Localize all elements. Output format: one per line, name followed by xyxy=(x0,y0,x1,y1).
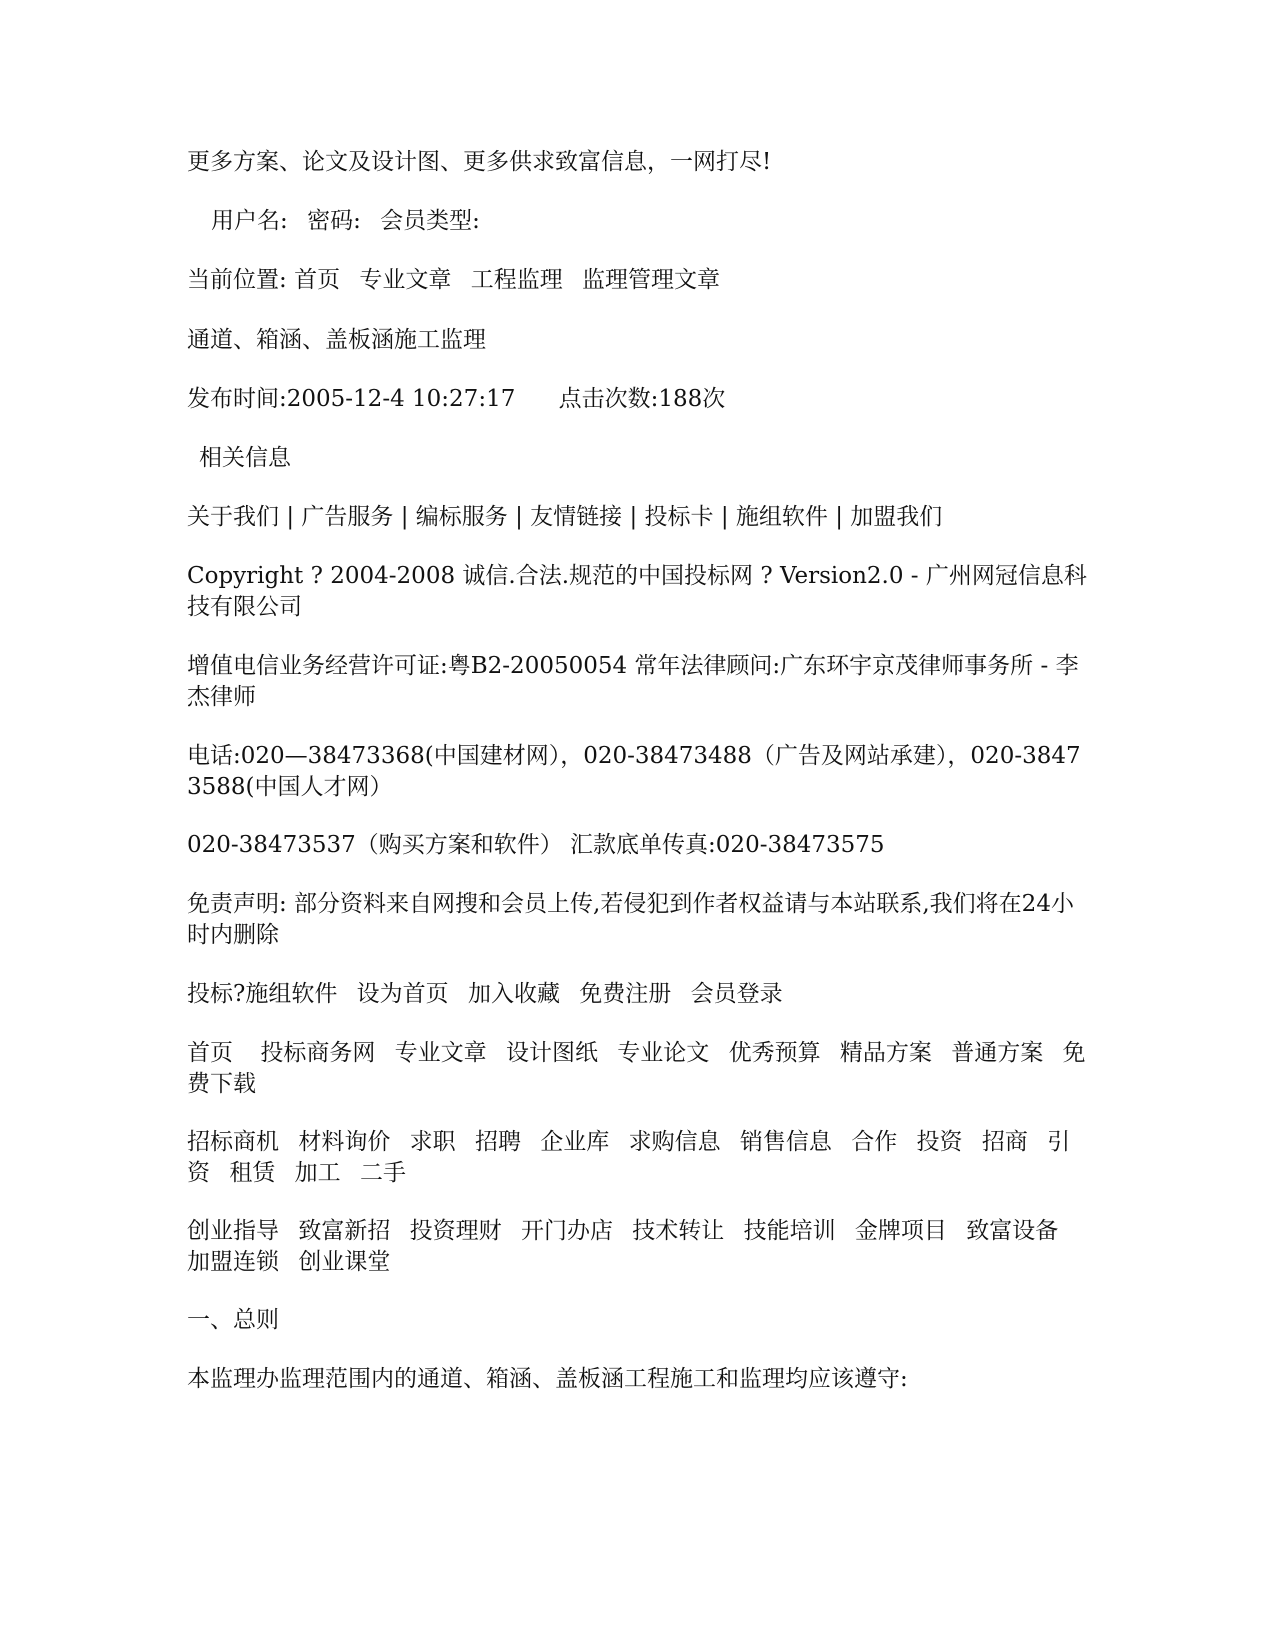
nav-link-gold-projects[interactable]: 金牌项目 xyxy=(854,1218,947,1244)
footer-separator: | xyxy=(286,504,295,530)
nav-link-budgets[interactable]: 优秀预算 xyxy=(728,1040,821,1066)
breadcrumb-item-management[interactable]: 监理管理文章 xyxy=(582,267,720,293)
nav-link-premium-plans[interactable]: 精品方案 xyxy=(839,1040,932,1066)
nav-link-articles[interactable]: 专业文章 xyxy=(394,1040,487,1066)
breadcrumb-prefix: 当前位置: xyxy=(187,267,287,293)
nav-link-drawings[interactable]: 设计图纸 xyxy=(505,1040,598,1066)
login-row xyxy=(187,206,1111,237)
breadcrumb xyxy=(187,265,1087,296)
article-meta xyxy=(187,384,1087,415)
footer-separator: | xyxy=(629,504,638,530)
nav-link-finance[interactable]: 投资理财 xyxy=(409,1218,502,1244)
body-paragraph: 本监理办监理范围内的通道、箱涵、盖板涵工程施工和监理均应该遵守: xyxy=(187,1366,908,1392)
section-heading: 一、总则 xyxy=(187,1307,279,1333)
nav-link-sales[interactable]: 销售信息 xyxy=(739,1129,832,1155)
nav-link-hiring[interactable]: 招聘 xyxy=(474,1129,521,1155)
quick-link-favorite[interactable]: 加入收藏 xyxy=(467,981,560,1007)
footer-link-about[interactable]: 关于我们 xyxy=(187,504,279,530)
footer-separator: | xyxy=(720,504,729,530)
quick-links xyxy=(187,979,1087,1010)
quick-link-set-home[interactable]: 设为首页 xyxy=(356,981,449,1007)
nav-link-jobseek[interactable]: 求职 xyxy=(409,1129,456,1155)
nav-link-startup-class[interactable]: 创业课堂 xyxy=(298,1249,391,1275)
nav-link-companies[interactable]: 企业库 xyxy=(540,1129,610,1155)
nav-link-papers[interactable]: 专业论文 xyxy=(617,1040,710,1066)
nav-link-startup-guide[interactable]: 创业指导 xyxy=(187,1218,279,1244)
footer-separator: | xyxy=(835,504,843,530)
phone-text: 电话:020—38473368(中国建材网），020-38473488（广告及网站承建），020-38473588(中国人才网） xyxy=(187,743,1081,800)
nav-link-leasing[interactable]: 租赁 xyxy=(229,1160,276,1186)
nav-link-investment[interactable]: 投资 xyxy=(916,1129,963,1155)
footer-link-bid-card[interactable]: 投标卡 xyxy=(644,504,714,530)
nav-link-plans[interactable]: 普通方案 xyxy=(951,1040,1044,1066)
nav-link-bid-business[interactable]: 投标商务网 xyxy=(260,1040,376,1066)
nav-link-franchise[interactable]: 加盟连锁 xyxy=(187,1249,279,1275)
quick-link-login[interactable]: 会员登录 xyxy=(690,981,783,1007)
footer-link-software[interactable]: 施组软件 xyxy=(735,504,828,530)
member-type-label: 会员类型: xyxy=(380,208,480,234)
footer-separator: | xyxy=(400,504,409,530)
footer-link-join[interactable]: 加盟我们 xyxy=(850,504,943,530)
breadcrumb-item-supervision[interactable]: 工程监理 xyxy=(470,267,563,293)
article-title: 通道、箱涵、盖板涵施工监理 xyxy=(187,327,486,353)
disclaimer-text: 免责声明: 部分资料来自网搜和会员上传,若侵犯到作者权益请与本站联系,我们将在24小时内删除 xyxy=(187,891,1074,948)
nav-link-attract-capital[interactable]: 引资 xyxy=(187,1129,1071,1186)
password-label: 密码: xyxy=(307,208,361,234)
nav-link-tenders[interactable]: 招标商机 xyxy=(187,1129,279,1155)
nav-link-free-download[interactable]: 免费下载 xyxy=(187,1040,1086,1097)
nav-link-attract-business[interactable]: 招商 xyxy=(981,1129,1028,1155)
nav-link-second-hand[interactable]: 二手 xyxy=(359,1160,406,1186)
nav-link-cooperation[interactable]: 合作 xyxy=(851,1129,898,1155)
nav-link-materials[interactable]: 材料询价 xyxy=(298,1129,391,1155)
phone-text-2: 020-38473537（购买方案和软件） 汇款底单传真:020-38473575 xyxy=(187,832,885,858)
nav-link-processing[interactable]: 加工 xyxy=(294,1160,341,1186)
publish-time: 发布时间:2005-12-4 10:27:17 xyxy=(187,386,516,412)
nav-link-open-shop[interactable]: 开门办店 xyxy=(520,1218,613,1244)
quick-link-software[interactable]: 投标?施组软件 xyxy=(187,981,338,1007)
nav-link-purchase[interactable]: 求购信息 xyxy=(628,1129,721,1155)
footer-links xyxy=(187,502,1087,533)
nav-row-1 xyxy=(187,1038,1087,1100)
promo-text: 更多方案、论文及设计图、更多供求致富信息，一网打尽! xyxy=(187,149,772,175)
click-count: 点击次数:188次 xyxy=(558,386,726,412)
nav-link-training[interactable]: 技能培训 xyxy=(743,1218,836,1244)
nav-row-3 xyxy=(187,1216,1087,1278)
nav-link-tech-transfer[interactable]: 技术转让 xyxy=(632,1218,725,1244)
footer-separator: | xyxy=(515,504,523,530)
breadcrumb-item-home[interactable]: 首页 xyxy=(294,267,341,293)
footer-link-bidding[interactable]: 编标服务 xyxy=(415,504,508,530)
nav-link-wealth-tips[interactable]: 致富新招 xyxy=(298,1218,391,1244)
license-text: 增值电信业务经营许可证:粤B2-20050054 常年法律顾问:广东环宇京茂律师事务所 - 李杰律师 xyxy=(187,653,1079,710)
username-label: 用户名: xyxy=(211,208,288,234)
nav-link-home[interactable]: 首页 xyxy=(187,1040,233,1066)
breadcrumb-item-articles[interactable]: 专业文章 xyxy=(359,267,452,293)
footer-link-ads[interactable]: 广告服务 xyxy=(301,504,394,530)
copyright-text: Copyright ? 2004-2008 诚信.合法.规范的中国投标网 ? Version2.0 - 广州网冠信息科技有限公司 xyxy=(187,563,1087,620)
footer-link-friends[interactable]: 友情链接 xyxy=(530,504,623,530)
related-info-heading: 相关信息 xyxy=(199,445,291,471)
nav-row-2 xyxy=(187,1127,1087,1189)
quick-link-register[interactable]: 免费注册 xyxy=(579,981,672,1007)
nav-link-equipment[interactable]: 致富设备 xyxy=(966,1218,1059,1244)
